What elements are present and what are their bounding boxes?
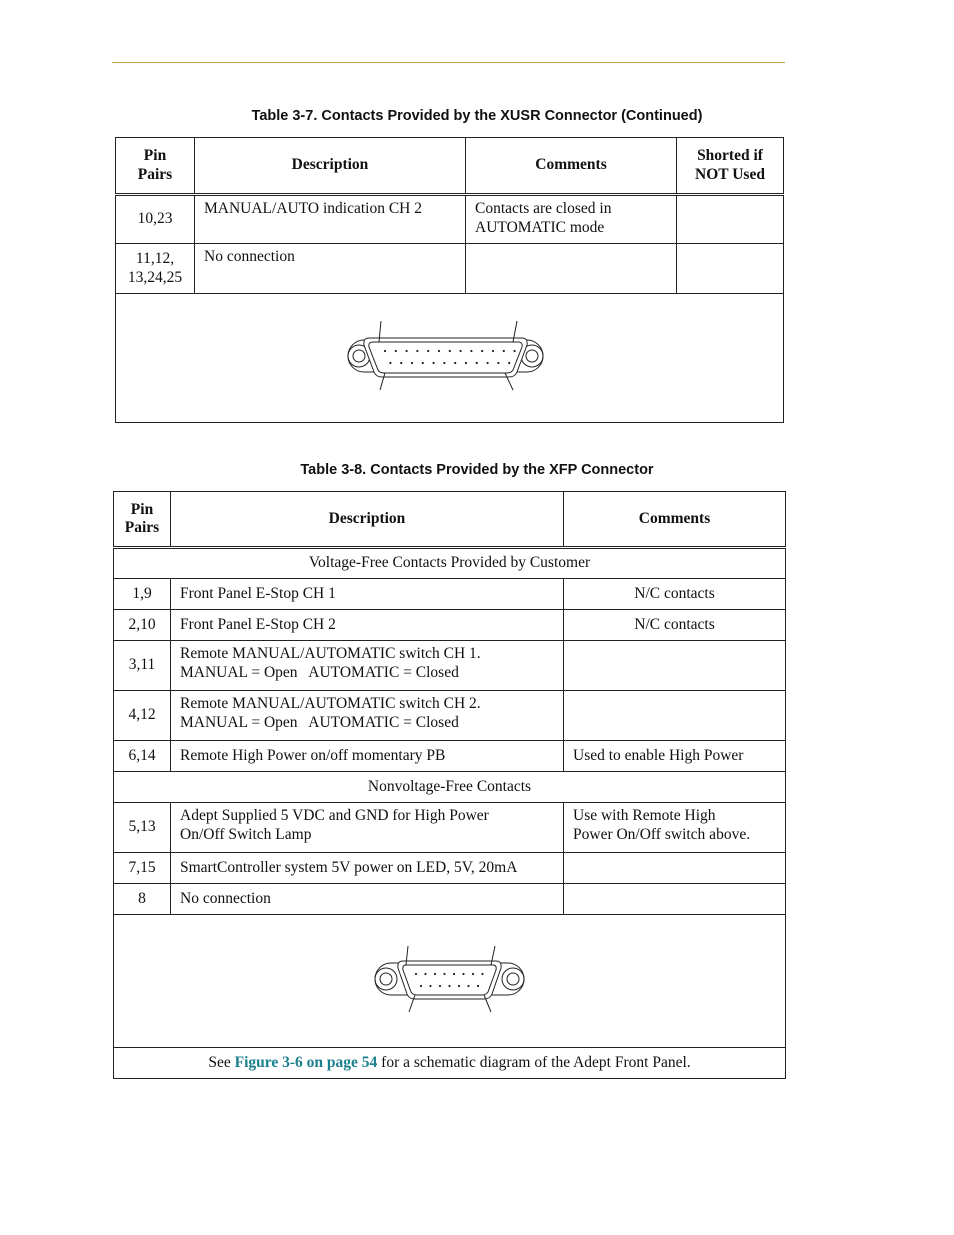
footer-row xyxy=(114,1048,786,1079)
section-row xyxy=(114,548,786,579)
pin-cell: 5,13 xyxy=(114,803,171,853)
header-pin-pairs: Pin Pairs xyxy=(114,492,171,548)
comments-cell xyxy=(564,641,786,691)
header-description: Description xyxy=(171,492,564,548)
table-row xyxy=(114,884,786,915)
pin-cell: 11,12, 13,24,25 xyxy=(116,244,195,294)
table-row xyxy=(114,579,786,610)
header-comments: Comments xyxy=(466,138,677,195)
description-cell: MANUAL/AUTO indication CH 2 xyxy=(195,195,466,244)
shorted-cell xyxy=(677,195,784,244)
shorted-cell xyxy=(677,244,784,294)
comments-cell: N/C contacts xyxy=(564,579,786,610)
section-row xyxy=(114,772,786,803)
header-comments: Comments xyxy=(564,492,786,548)
description-cell: Front Panel E-Stop CH 1 xyxy=(171,579,564,610)
section-nonvoltage-free: Nonvoltage-Free Contacts xyxy=(114,772,786,803)
header-rule xyxy=(112,62,785,63)
figure-3-6-link[interactable]: Figure 3-6 on page 54 xyxy=(234,1053,378,1071)
table-3-8 xyxy=(113,491,786,1079)
pin-cell: 7,15 xyxy=(114,853,171,884)
description-cell: SmartController system 5V power on LED, 5V, 20mA xyxy=(171,853,564,884)
comments-cell xyxy=(564,853,786,884)
pin-cell: 6,14 xyxy=(114,741,171,772)
header-description: Description xyxy=(195,138,466,195)
header-pin-pairs: Pin Pairs xyxy=(116,138,195,195)
table-row xyxy=(114,853,786,884)
comments-cell: N/C contacts xyxy=(564,610,786,641)
comments-cell: Use with Remote High Power On/Off switch above. xyxy=(564,803,786,853)
description-cell: Remote MANUAL/AUTOMATIC switch CH 1. MANUAL = Open AUTOMATIC = Closed xyxy=(171,641,564,691)
footer-text-after: for a schematic diagram of the Adept Front Panel. xyxy=(377,1053,691,1071)
table-row xyxy=(114,691,786,741)
description-cell: No connection xyxy=(195,244,466,294)
description-cell: Remote High Power on/off momentary PB xyxy=(171,741,564,772)
comments-cell xyxy=(564,691,786,741)
table-row xyxy=(116,244,784,294)
description-cell: Adept Supplied 5 VDC and GND for High Power On/Off Switch Lamp xyxy=(171,803,564,853)
table-row xyxy=(114,741,786,772)
header-shorted: Shorted if NOT Used xyxy=(677,138,784,195)
pin-cell: 1,9 xyxy=(114,579,171,610)
footer-text-before: See xyxy=(208,1053,235,1071)
comments-cell xyxy=(564,884,786,915)
diagram-row xyxy=(116,294,784,423)
pin-cell: 3,11 xyxy=(114,641,171,691)
table-row xyxy=(116,195,784,244)
diagram-row xyxy=(114,915,786,1048)
comments-cell: Used to enable High Power xyxy=(564,741,786,772)
footer-note xyxy=(114,1048,786,1079)
table-3-7-caption: Table 3-7. Contacts Provided by the XUSR Connector (Continued) xyxy=(251,108,703,124)
comments-cell: Contacts are closed in AUTOMATIC mode xyxy=(466,195,677,244)
table-3-8-caption: Table 3-8. Contacts Provided by the XFP Connector xyxy=(300,462,654,478)
description-cell: Remote MANUAL/AUTOMATIC switch CH 2. MANUAL = Open AUTOMATIC = Closed xyxy=(171,691,564,741)
diagram-cell xyxy=(116,294,784,423)
pin-cell: 4,12 xyxy=(114,691,171,741)
table-row xyxy=(114,610,786,641)
diagram-cell xyxy=(114,915,786,1048)
table-header-row xyxy=(114,492,786,548)
pin-cell: 2,10 xyxy=(114,610,171,641)
pin-cell: 8 xyxy=(114,884,171,915)
section-voltage-free: Voltage-Free Contacts Provided by Customer xyxy=(114,548,786,579)
db25-connector-icon xyxy=(345,318,555,398)
db15-connector-icon xyxy=(373,945,527,1017)
table-row xyxy=(114,803,786,853)
table-header-row xyxy=(116,138,784,195)
pin-cell: 10,23 xyxy=(116,195,195,244)
table-row xyxy=(114,641,786,691)
description-cell: Front Panel E-Stop CH 2 xyxy=(171,610,564,641)
comments-cell xyxy=(466,244,677,294)
table-3-7 xyxy=(115,137,784,423)
description-cell: No connection xyxy=(171,884,564,915)
